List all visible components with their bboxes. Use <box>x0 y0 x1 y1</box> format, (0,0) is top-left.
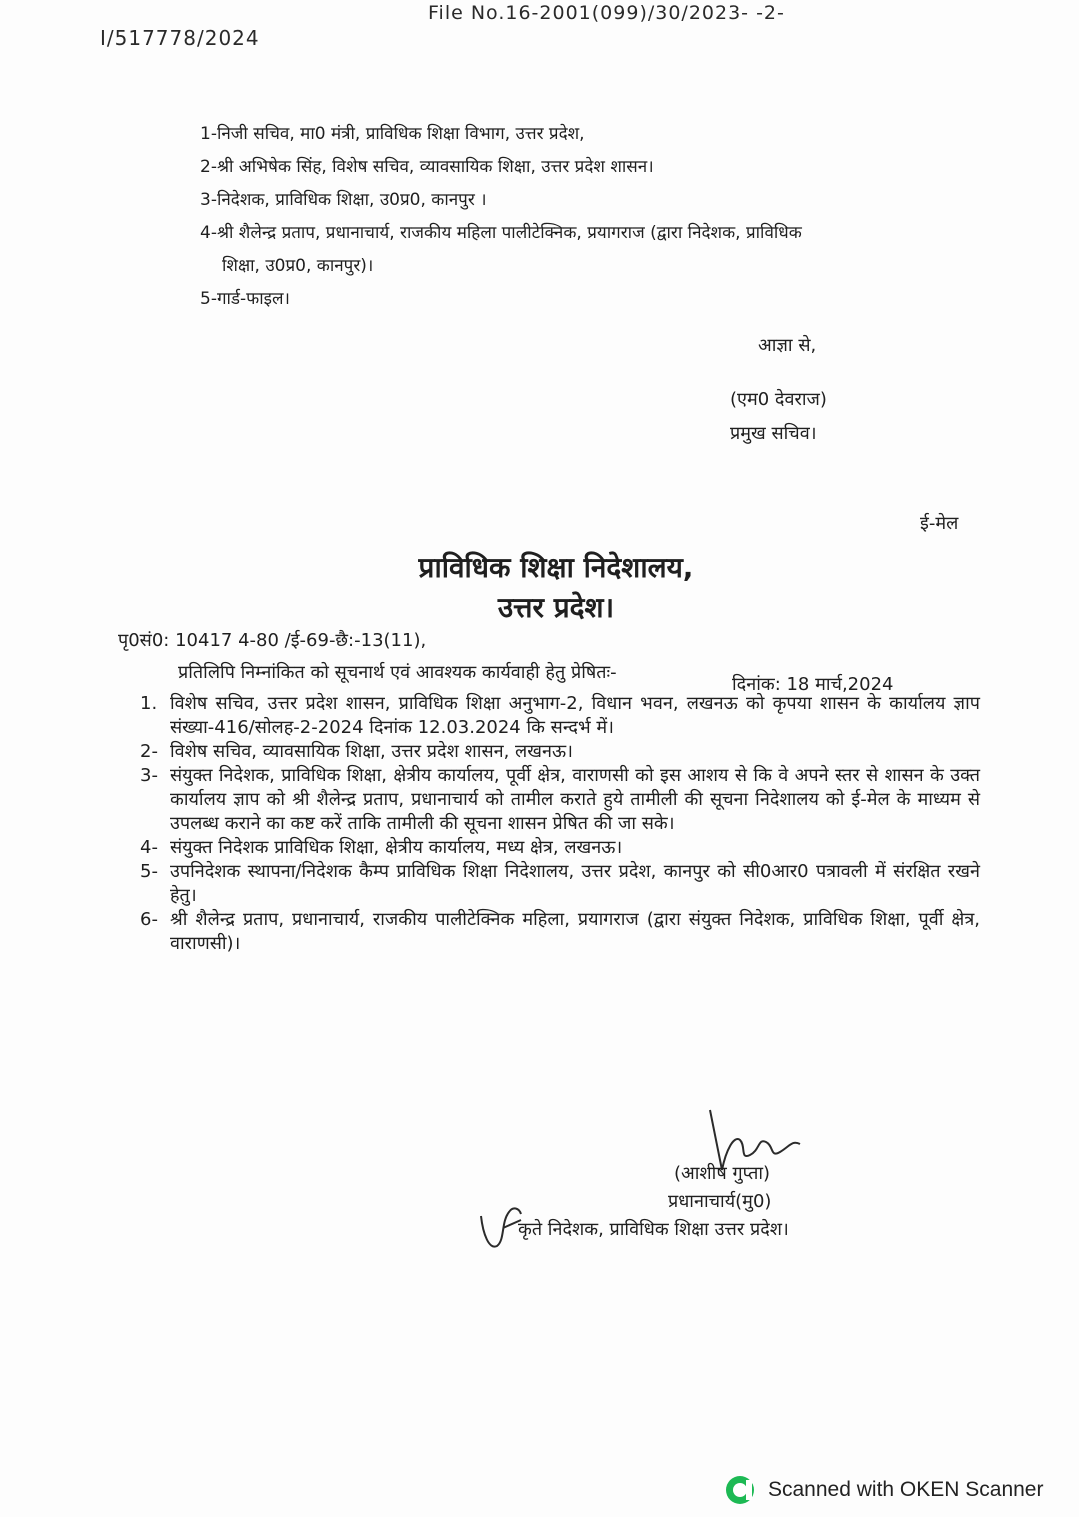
office-state: उत्तर प्रदेश। <box>497 591 615 624</box>
distribution-item: 4-श्री शैलेन्द्र प्रताप, प्रधानाचार्य, राजकीय महिला पालीटेक्निक, प्रयागराज (द्वारा निदेशक, प्राविधिक <box>200 223 802 243</box>
signatory-designation: प्रधानाचार्य(मु0) <box>668 1191 772 1212</box>
distribution-item: 5-गार्ड-फाइल। <box>200 289 290 309</box>
recipient-item <box>140 836 980 860</box>
distribution-item: 1-निजी सचिव, मा0 मंत्री, प्राविधिक शिक्षा विभाग, उत्तर प्रदेश, <box>200 124 585 144</box>
file-number: File No.16-2001(099)/30/2023- -2- <box>428 2 785 24</box>
recipient-item <box>140 860 980 908</box>
recipient-item <box>140 908 980 956</box>
office-heading <box>366 548 746 628</box>
recipients-list <box>140 692 980 956</box>
distribution-item: 3-निदेशक, प्राविधिक शिक्षा, उ0प्र0, कानपुर । <box>200 190 487 210</box>
recipient-text: विशेष सचिव, व्यावसायिक शिक्षा, उत्तर प्रदेश शासन, लखनऊ। <box>170 741 573 762</box>
office-name: प्राविधिक शिक्षा निदेशालय, <box>418 551 694 584</box>
recipient-item <box>140 740 980 764</box>
distribution-item-continuation: शिक्षा, उ0प्र0, कानपुर)। <box>222 256 374 276</box>
recipient-number: 3- <box>140 765 158 786</box>
recipient-text: श्री शैलेन्द्र प्रताप, प्रधानाचार्य, राजकीय पालीटेक्निक महिला, प्रयागराज (द्वारा संयुक्त निदेशक, प्राविधिक शिक्षा, पूर्वी क्षेत्र, वाराणसी)। <box>170 909 980 954</box>
reference-date: दिनांक: 18 मार्च,2024 <box>732 674 894 695</box>
copy-subject: प्रतिलिपि निम्नांकित को सूचनार्थ एवं आवश्यक कार्यवाही हेतु प्रेषितः- <box>178 662 617 683</box>
by-order-text: आज्ञा से, <box>758 335 817 356</box>
signatory-name: (एम0 देवराज) <box>730 389 827 410</box>
recipient-number: 6- <box>140 909 158 930</box>
signatory-name: (आशीष गुप्ता) <box>674 1163 771 1184</box>
recipient-number: 5- <box>140 861 158 882</box>
scanner-watermark-text: Scanned with OKEN Scanner <box>768 1478 1044 1501</box>
on-behalf-text: कृते निदेशक, प्राविधिक शिक्षा उत्तर प्रदेश। <box>518 1219 789 1240</box>
recipient-number: 2- <box>140 741 158 762</box>
document-id: I/517778/2024 <box>100 26 260 50</box>
distribution-item: 2-श्री अभिषेक सिंह, विशेष सचिव, व्यावसायिक शिक्षा, उत्तर प्रदेश शासन। <box>200 157 654 177</box>
recipient-item <box>140 764 980 836</box>
signatory-block-principal-secretary <box>730 330 827 450</box>
oken-scanner-logo-icon <box>724 1474 756 1506</box>
email-tag: ई-मेल <box>920 513 959 534</box>
distribution-list-top <box>200 118 802 316</box>
handwritten-initial <box>475 1198 527 1254</box>
recipient-item <box>140 692 980 740</box>
scanner-watermark <box>724 1474 1043 1506</box>
recipient-text: संयुक्त निदेशक, प्राविधिक शिक्षा, क्षेत्रीय कार्यालय, पूर्वी क्षेत्र, वाराणसी को इस आशय से कि वे अपने स्तर से शासन के उक्त कार्यालय ज्ञाप को श्री शैलेन्द्र प्रताप, प्रधानाचार्य को तामील कराते हुये तामीली की सूचना निदेशालय को ई-मेल के माध्यम से उपलब्ध कराने का कष्ट करें ताकि तामीली की सूचना शासन प्रेषित की जा सके। <box>170 765 980 834</box>
signatory-designation: प्रमुख सचिव। <box>730 423 817 444</box>
recipient-number: 1. <box>140 693 158 714</box>
recipient-text: उपनिदेशक स्थापना/निदेशक कैम्प प्राविधिक शिक्षा निदेशालय, उत्तर प्रदेश, कानपुर को सी0आर0 पत्रावली में संरक्षित रखने हेतु। <box>170 861 980 906</box>
recipient-text: विशेष सचिव, उत्तर प्रदेश शासन, प्राविधिक शिक्षा अनुभाग-2, विधान भवन, लखनऊ को कृपया शासन के कार्यालय ज्ञाप संख्या-416/सोलह-2-2024 दिनांक 12.03.2024 कि सन्दर्भ में। <box>170 693 980 738</box>
signatory-block-principal <box>518 1160 789 1244</box>
recipient-text: संयुक्त निदेशक प्राविधिक शिक्षा, क्षेत्रीय कार्यालय, मध्य क्षेत्र, लखनऊ। <box>170 837 623 858</box>
recipient-number: 4- <box>140 837 158 858</box>
reference-number: पृ0सं0: 10417 4-80 /ई-69-छै:-13(11), <box>118 630 427 651</box>
